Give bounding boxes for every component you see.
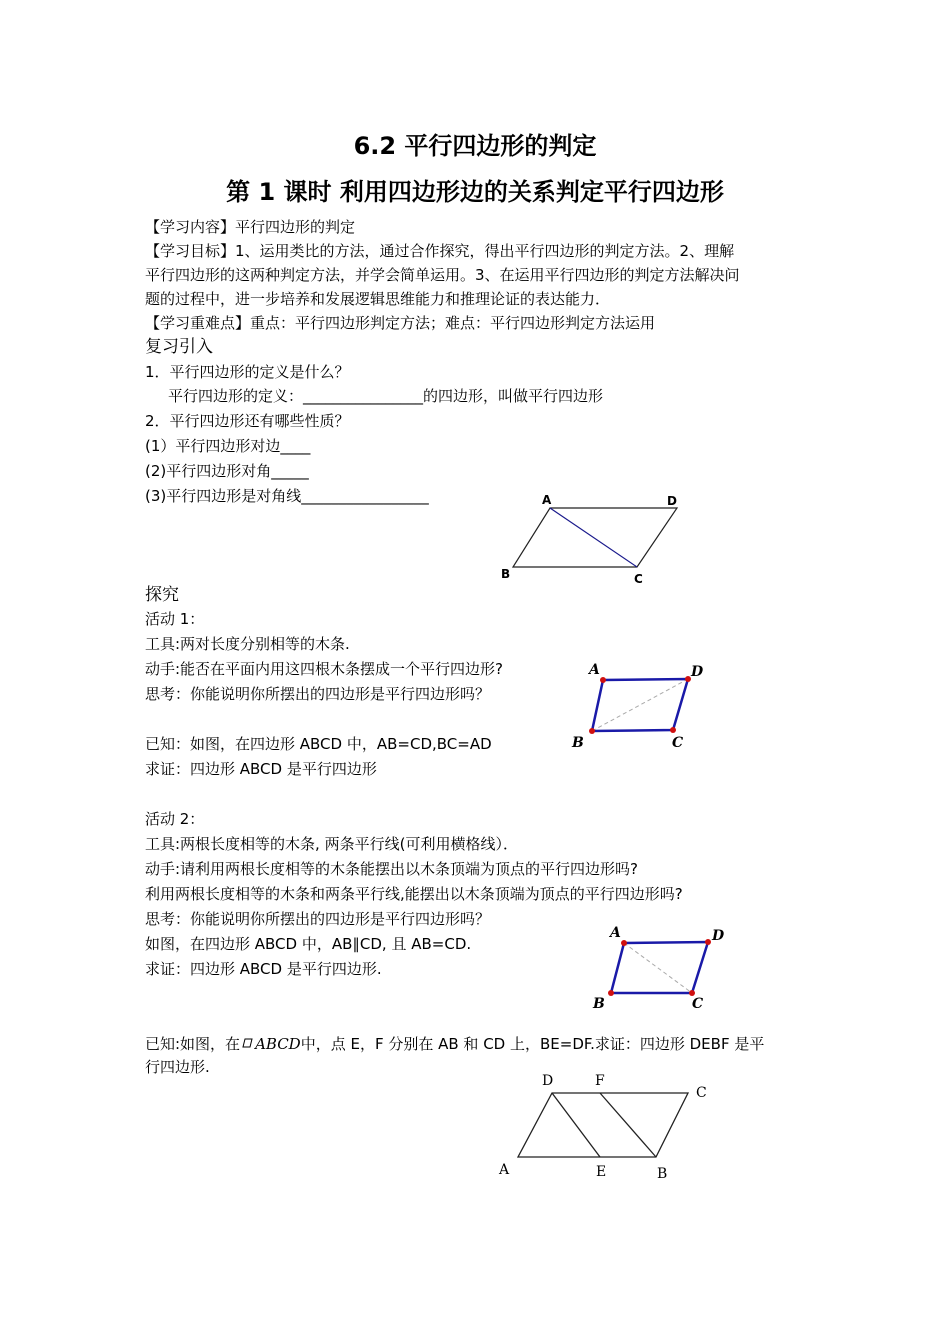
page-subtitle: 第 1 课时 利用四边形边的关系判定平行四边形 [226,178,724,206]
activity-1-title: 活动 1： [145,610,205,628]
exercise-line-1-start: 已知:如图，在 [145,1035,241,1053]
learning-goal-line-1: 【学习目标】1、运用类比的方法，通过合作探究，得出平行四边形的判定方法。2、理解 [145,242,735,260]
activity-2-think: 思考：你能说明你所摆出的四边形是平行四边形吗？ [145,910,491,928]
activity-2-do: 动手:请利用两根长度相等的木条能摆出以木条顶端为顶点的平行四边形吗? [145,860,639,878]
learning-goal-line-2: 平行四边形的这两种判定方法，并学会简单运用。3、在运用平行四边形的判定方法解决问 [145,266,740,284]
exercise-parallelogram-name: ABCD [255,1035,301,1053]
label-c: C [696,1085,707,1101]
review-parallelogram-figure [495,490,695,590]
parallelogram-abcd [513,508,677,567]
learning-goal-line-3: 题的过程中，进一步培养和发展逻辑思维能力和推理论证的表达能力． [145,290,611,308]
label-c: C [672,735,684,751]
activity-1-prove: 求证：四边形 ABCD 是平行四边形 [145,760,377,778]
activity-2-given: 如图，在四边形 ABCD 中，AB∥CD, 且 AB=CD. [145,935,472,953]
label-d: D [691,664,704,680]
review-question-2: 2．平行四边形还有哪些性质？ [145,412,350,430]
segment-de [552,1093,600,1157]
activity-1-tool: 工具:两对长度分别相等的木条. [145,635,350,653]
label-c: C [634,572,643,586]
key-points: 【学习重难点】重点：平行四边形判定方法；难点：平行四边形判定方法运用 [145,314,656,332]
property-3: (3)平行四边形是对角线_________________ [145,487,429,505]
label-a: A [542,493,552,507]
label-a: A [610,925,621,941]
segment-fb [600,1093,656,1157]
activity-1-think: 思考：你能说明你所摆出的四边形是平行四边形吗？ [145,685,491,703]
activity-2-tool: 工具:两根长度相等的木条, 两条平行线(可利用横格线）． [145,835,518,853]
page-title: 6.2 平行四边形的判定 [353,132,597,160]
learning-content: 【学习内容】平行四边形的判定 [145,218,356,236]
review-heading: 复习引入 [145,337,213,357]
vertex-a [621,940,627,946]
vertex-d [705,939,711,945]
label-c: C [692,996,704,1012]
label-b: B [657,1166,668,1182]
activity-2-do-2: 利用两根长度相等的木条和两条平行线,能摆出以木条顶端为顶点的平行四边形吗? [145,885,683,903]
review-question-1: 1．平行四边形的定义是什么？ [145,363,350,381]
label-b: B [572,735,584,751]
label-b: B [593,996,605,1012]
parallelogram-symbol-icon [242,1032,253,1042]
vertex-b [608,990,614,996]
explore-heading: 探究 [145,585,179,605]
label-d: D [667,494,677,508]
vertex-c [670,727,676,733]
parallelogram-abcd [518,1093,688,1157]
exercise-line-1-end: 中，点 E，F 分别在 AB 和 CD 上，BE=DF.求证：四边形 DEBF 是平 [300,1035,765,1053]
exercise-line-2: 行四边形. [145,1058,210,1076]
label-a: A [589,662,600,678]
activity-1-given: 已知：如图，在四边形 ABCD 中，AB=CD,BC=AD [145,735,492,753]
label-b: B [501,567,511,581]
vertex-a [600,677,606,683]
exercise-figure [490,1065,720,1190]
activity-2-figure [585,920,735,1020]
diagonal-ac [550,508,637,567]
diagonal-ac [624,943,692,993]
label-f: F [595,1073,605,1089]
label-a: A [499,1162,510,1178]
review-answer-1: 平行四边形的定义：________________的四边形，叫做平行四边形 [168,387,604,405]
activity-2-title: 活动 2： [145,810,205,828]
label-e: E [596,1164,607,1180]
property-1: (1）平行四边形对边____ [145,437,311,455]
vertex-b [589,728,595,734]
label-d: D [712,928,725,944]
activity-1-do: 动手:能否在平面内用这四根木条摆成一个平行四边形? [145,660,504,678]
activity-1-figure [565,655,715,755]
label-d: D [542,1073,554,1089]
property-2: (2)平行四边形对角_____ [145,462,309,480]
activity-2-prove: 求证：四边形 ABCD 是平行四边形. [145,960,382,978]
exercise-line-1 [145,1032,764,1055]
parallelogram-abcd [611,942,708,993]
diagonal-bd [592,679,688,731]
